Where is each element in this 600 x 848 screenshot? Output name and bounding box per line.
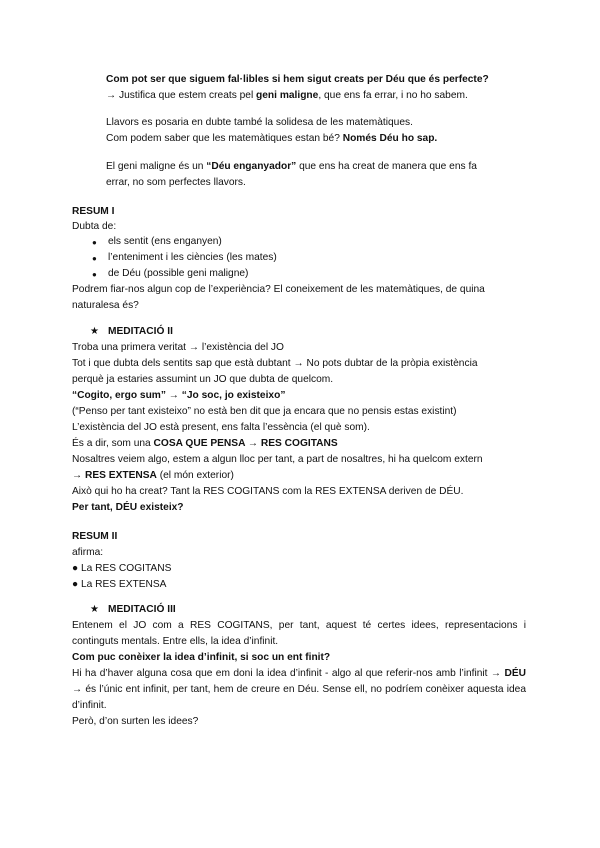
math-question-text: Com podem saber que les matemàtiques estan bé? [106,133,343,144]
resum2-title: RESUM II [72,531,118,542]
res-cogitans-bold: COSA QUE PENSA → RES COGITANS [153,438,338,449]
bullet-icon: ● [92,270,97,279]
resum1-item: els sentit (ens enganyen) [108,236,222,247]
math-question [106,131,437,147]
med3-paragraph: Entenem el JO com a RES COGITANS, per tant, aquest té certes idees, representacions i continguts mentals. Entre ells, la idea d’infinit. [72,620,526,648]
cogito-line: “Cogito, ergo sum” → “Jo soc, jo existeixo” [72,390,286,401]
med3-text: Hi ha d’haver alguna cosa que em doni la idea d’infinit - algo al que referir-nos amb l’infinit [72,668,491,679]
geni-bold: “Déu enganyador” [206,161,297,172]
med3-last-question: Però, d’on surten les idees? [72,716,199,727]
med2-line: Tot i que dubta dels sentits sap que està dubtant → No pots dubtar de la pròpia existència [72,358,478,369]
resum1-item: de Déu (possible geni maligne) [108,268,249,279]
med3-question: Com puc conèixer la idea d’infinit, si soc un ent finit? [72,652,331,663]
resum1-title: RESUM I [72,206,115,217]
res-extensa-line [72,468,234,484]
resum2-affirm: afirma: [72,547,104,558]
intro-justify [106,88,468,104]
med2-text: És a dir, som una [72,438,154,449]
star-icon: ★ [90,604,100,615]
med3-paragraph-2 [72,666,526,715]
med2-title: MEDITACIÓ II [108,326,173,337]
med2-line: perquè ja estaries assumint un JO que dubta de quelcom. [72,374,334,385]
med2-line: Nosaltres veiem algo, estem a algun lloc per tant, a part de nosaltres, hi ha quelcom extern [72,454,483,465]
med2-line: (“Penso per tant existeixo” no està ben dit que ja encara que no pensis estas existint) [72,406,457,417]
geni-text: El geni maligne és un [106,161,207,172]
math-doubt: Llavors es posaria en dubte també la solidesa de les matemàtiques. [106,117,413,128]
geni-line [106,159,477,175]
star-icon: ★ [90,326,100,337]
intro-question: Com pot ser que siguem fal·libles si hem sigut creats per Déu que és perfecte? [106,74,489,85]
med2-line: Això qui ho ha creat? Tant la RES COGITANS com la RES EXTENSA deriven de DÉU. [72,486,464,497]
intro-justify-bold: geni maligne [256,90,319,101]
med2-conclusion: Per tant, DÉU existeix? [72,502,184,513]
med2-line: Troba una primera veritat → l’existència del JO [72,342,284,353]
med2-line: L’existència del JO està present, ens falta l’essència (el què som). [72,422,370,433]
resum1-item: l’enteniment i les ciències (les mates) [108,252,277,263]
bullet-icon: ● [92,238,97,247]
med3-text-end: → és l’únic ent infinit, per tant, hem de creure en Déu. Sense ell, no podríem conèixer aquesta idea d’infinit. [72,684,526,712]
math-question-answer: Només Déu ho sap. [342,133,438,144]
med2-text: (el món exterior) [156,470,234,481]
res-cogitans-line [72,436,338,452]
resum1-question: Podrem fiar-nos algun cop de l’experiència? El coneixement de les matemàtiques, de quina [72,284,485,295]
resum1-doubt-label: Dubta de: [72,221,117,232]
resum2-item: ● La RES EXTENSA [72,579,167,590]
med3-title: MEDITACIÓ III [108,604,176,615]
bullet-icon: ● [92,254,97,263]
res-extensa-bold: → RES EXTENSA [72,470,157,481]
geni-line-2: errar, no som perfectes llavors. [106,177,246,188]
resum1-question-2: naturalesa és? [72,300,139,311]
resum2-item: ● La RES COGITANS [72,563,172,574]
deu-bold: → DÉU [490,668,526,679]
geni-text-end: que ens ha creat de manera que ens fa [296,161,477,172]
intro-justify-end: , que ens fa errar, i no ho sabem. [318,90,468,101]
intro-justify-text: → Justifica que estem creats pel [106,90,257,101]
